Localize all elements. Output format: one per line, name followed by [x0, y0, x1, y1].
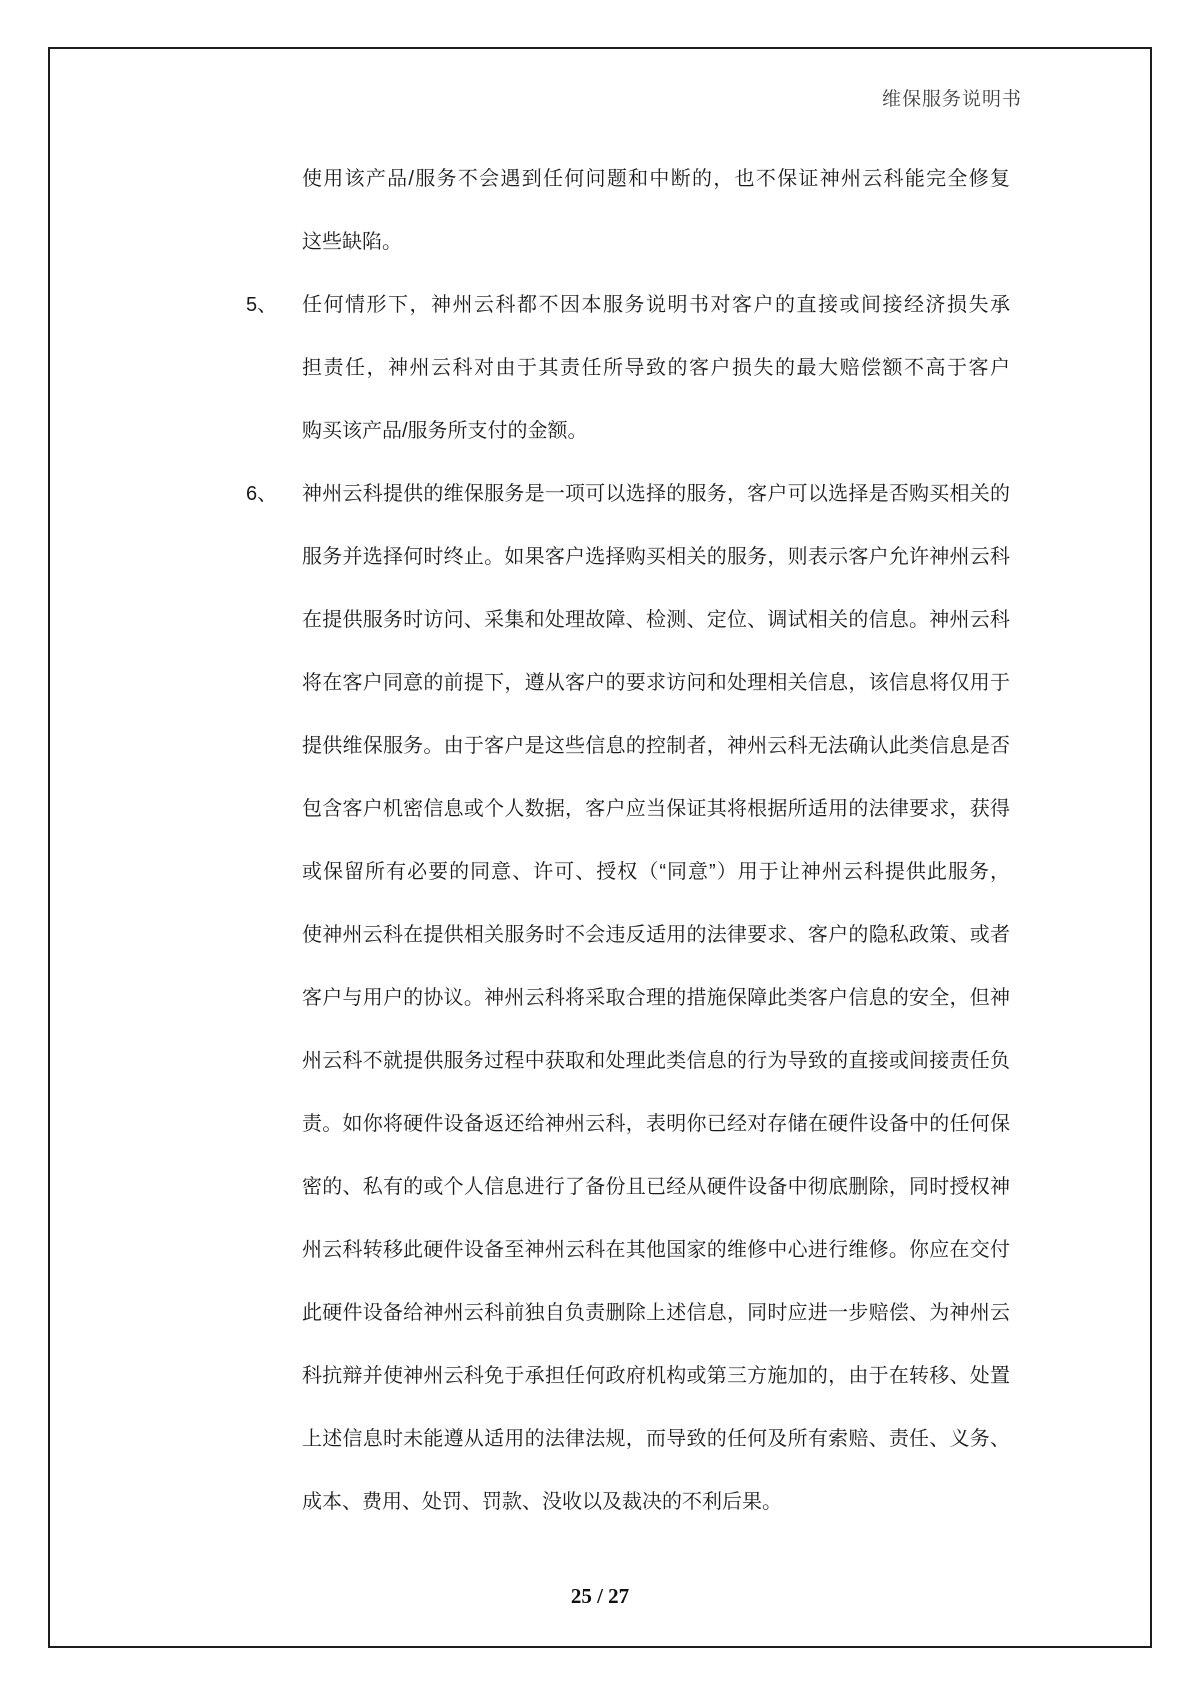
text-line: 或保留所有必要的同意、许可、授权（“同意”）用于让神州云科提供此服务， [302, 861, 1010, 883]
text-line: 提供维保服务。由于客户是这些信息的控制者，神州云科无法确认此类信息是否 [302, 735, 1010, 757]
text-line: 神州云科提供的维保服务是一项可以选择的服务，客户可以选择是否购买相关的 [302, 483, 1010, 505]
list-item-number: 6、 [246, 483, 278, 505]
body-text [302, 148, 1010, 1534]
text-line: 将在客户同意的前提下，遵从客户的要求访问和处理相关信息，该信息将仅用于 [302, 672, 1010, 694]
list-item-number: 5、 [246, 294, 278, 316]
text-line: 在提供服务时访问、采集和处理故障、检测、定位、调试相关的信息。神州云科 [302, 609, 1010, 631]
text-line: 购买该产品/服务所支付的金额。 [302, 420, 588, 442]
text-line: 任何情形下，神州云科都不因本服务说明书对客户的直接或间接经济损失承 [302, 294, 1010, 316]
text-line: 使神州云科在提供相关服务时不会违反适用的法律要求、客户的隐私政策、或者 [302, 924, 1010, 946]
text-line: 上述信息时未能遵从适用的法律法规，而导致的任何及所有索赔、责任、义务、 [302, 1428, 1010, 1450]
text-line: 密的、私有的或个人信息进行了备份且已经从硬件设备中彻底删除，同时授权神 [302, 1176, 1010, 1198]
text-line: 此硬件设备给神州云科前独自负责删除上述信息，同时应进一步赔偿、为神州云 [302, 1302, 1010, 1324]
text-line: 州云科不就提供服务过程中获取和处理此类信息的行为导致的直接或间接责任负 [302, 1050, 1010, 1072]
text-line: 包含客户机密信息或个人数据，客户应当保证其将根据所适用的法律要求，获得 [302, 798, 1010, 820]
text-line: 这些缺陷。 [302, 231, 402, 253]
text-line: 科抗辩并使神州云科免于承担任何政府机构或第三方施加的，由于在转移、处置 [302, 1365, 1010, 1387]
text-line: 服务并选择何时终止。如果客户选择购买相关的服务，则表示客户允许神州云科 [302, 546, 1010, 568]
text-line: 客户与用户的协议。神州云科将采取合理的措施保障此类客户信息的安全，但神 [302, 987, 1010, 1009]
text-line: 使用该产品/服务不会遇到任何问题和中断的，也不保证神州云科能完全修复 [302, 168, 1010, 190]
header-title: 维保服务说明书 [881, 89, 1022, 110]
text-line: 责。如你将硬件设备返还给神州云科，表明你已经对存储在硬件设备中的任何保 [302, 1113, 1010, 1135]
text-line: 担责任，神州云科对由于其责任所导致的客户损失的最大赔偿额不高于客户 [302, 357, 1010, 379]
text-line: 成本、费用、处罚、罚款、没收以及裁决的不利后果。 [302, 1491, 782, 1513]
text-line: 州云科转移此硬件设备至神州云科在其他国家的维修中心进行维修。你应在交付 [302, 1239, 1010, 1261]
page-number: 25 / 27 [570, 1584, 630, 1608]
